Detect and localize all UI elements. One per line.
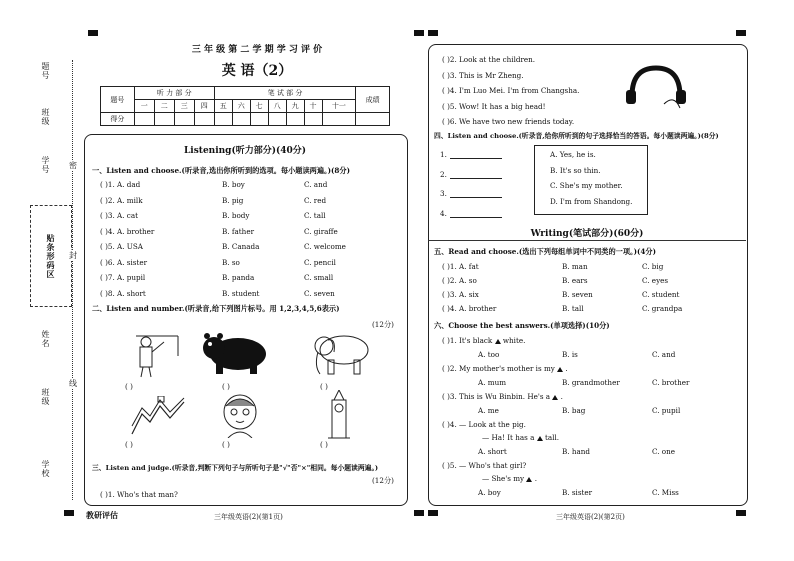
section-num: 四 xyxy=(194,100,214,113)
option[interactable]: C. eyes xyxy=(642,276,669,285)
question-item[interactable]: ( )1. It's black white. xyxy=(442,336,526,345)
seal-char: 密 xyxy=(69,161,77,170)
option[interactable]: C. red xyxy=(304,195,327,205)
answer-paren[interactable]: ( ) xyxy=(320,382,328,391)
subject-title: 英 语（2） xyxy=(221,63,293,79)
option[interactable]: A. me xyxy=(478,406,499,415)
score-cell[interactable] xyxy=(194,113,214,126)
score-cell[interactable] xyxy=(322,113,356,126)
question-number: 2. xyxy=(440,169,447,179)
section-num: 十 xyxy=(304,100,322,113)
section-num: 二 xyxy=(154,100,174,113)
option[interactable]: C. grandpa xyxy=(642,304,683,313)
bear-image xyxy=(200,330,270,376)
answer-option: D. I'm from Shandong. xyxy=(550,196,633,206)
writing-title: Writing(笔试部分)(60分) xyxy=(530,229,644,239)
listening-title: Listening(听力部分)(40分) xyxy=(183,146,307,156)
score-row-label: 题号 xyxy=(101,87,135,113)
option[interactable]: B. body xyxy=(222,211,250,220)
option[interactable]: A. boy xyxy=(478,488,501,497)
option[interactable]: B. hand xyxy=(562,447,590,456)
listening-header: 听 力 部 分 xyxy=(134,87,214,100)
girl-image xyxy=(218,392,262,438)
question-item[interactable]: ( )2. A. so xyxy=(442,276,477,285)
score-cell[interactable] xyxy=(154,113,174,126)
section-num: 三 xyxy=(174,100,194,113)
answer-paren[interactable]: ( ) xyxy=(320,440,328,449)
option[interactable]: A. too xyxy=(478,350,500,359)
question-item[interactable]: ( )5. A. USA xyxy=(100,242,143,251)
section-num: 十一 xyxy=(322,100,356,113)
option[interactable]: C. Miss xyxy=(652,488,679,497)
option[interactable]: C. welcome xyxy=(304,242,346,251)
writing-header: 笔 试 部 分 xyxy=(214,87,355,100)
score-cell[interactable] xyxy=(250,113,268,126)
section-num: 一 xyxy=(134,100,154,113)
footer-left: 教研评估 xyxy=(86,510,118,520)
section-num: 七 xyxy=(250,100,268,113)
corner-mark xyxy=(88,30,98,36)
option[interactable]: C. seven xyxy=(304,288,335,298)
question-item[interactable]: ( )1. Who's that man? xyxy=(100,490,178,499)
option[interactable]: C. and xyxy=(652,350,676,359)
question-item[interactable]: ( )3. This is Mr Zheng. xyxy=(442,70,524,80)
answer-paren[interactable]: ( ) xyxy=(125,382,133,391)
option[interactable]: B. grandmother xyxy=(562,378,620,387)
score-cell[interactable] xyxy=(286,113,304,126)
option[interactable]: B. father xyxy=(222,226,255,236)
barcode-label: 贴条形码区 xyxy=(46,234,56,279)
score-cell[interactable] xyxy=(268,113,286,126)
option[interactable]: B. student xyxy=(222,288,260,298)
question-item[interactable]: ( )3. This is Wu Binbin. He's a . xyxy=(442,392,563,401)
option[interactable]: C. and xyxy=(304,180,328,189)
margin-label: 班级 xyxy=(41,108,50,126)
corner-mark xyxy=(736,30,746,36)
section-score: (12分) xyxy=(372,320,394,329)
question-item[interactable]: ( )5. Wow! It has a big head! xyxy=(442,101,546,111)
question-item[interactable]: ( )4. A. brother xyxy=(442,304,497,313)
question-item[interactable]: ( )2. Look at the children. xyxy=(442,55,536,64)
margin-label: 班级 xyxy=(41,388,50,406)
answer-option: B. It's so thin. xyxy=(550,165,601,175)
score-cell[interactable] xyxy=(232,113,250,126)
margin-label: 学校 xyxy=(41,460,50,478)
corner-mark xyxy=(414,30,424,36)
answer-blank[interactable] xyxy=(450,178,502,179)
page-footer: 三年级英语(2)(第2页) xyxy=(556,513,625,521)
question-line: — Ha! It has a tall. xyxy=(482,433,560,442)
question-number: 1. xyxy=(440,150,447,159)
corner-mark xyxy=(414,510,424,516)
corner-mark xyxy=(428,30,438,36)
option[interactable]: C. one xyxy=(652,447,676,456)
total-header: 成绩 xyxy=(356,87,390,113)
section-title: 三、Listen and judge.(听录音,判断下列句子与所听句子是"√"否"×"相同。每小题读两遍。) xyxy=(92,464,379,472)
question-item[interactable]: ( )2. A. milk xyxy=(100,195,143,205)
section-num: 八 xyxy=(268,100,286,113)
seal-char: 线 xyxy=(69,379,77,388)
section-title: 六、Choose the best answers.(单项选择)(10分) xyxy=(434,321,610,330)
section-num: 六 xyxy=(232,100,250,113)
question-item[interactable]: ( )6. We have two new friends today. xyxy=(442,117,575,126)
corner-mark xyxy=(428,510,438,516)
question-line: — She's my . xyxy=(482,474,537,483)
score-label: 得分 xyxy=(101,113,135,126)
option[interactable]: C. tall xyxy=(304,211,326,220)
option[interactable]: C. big xyxy=(642,262,664,271)
seal-line xyxy=(72,60,73,500)
score-cell[interactable] xyxy=(174,113,194,126)
option[interactable]: B. ears xyxy=(562,276,588,285)
option[interactable]: B. is xyxy=(562,350,578,359)
option[interactable]: B. Canada xyxy=(222,242,260,251)
score-cell[interactable] xyxy=(356,113,390,126)
divider xyxy=(428,240,746,241)
teacher-image xyxy=(130,330,180,378)
question-item[interactable]: ( )6. A. sister xyxy=(100,257,148,267)
question-item[interactable]: ( )4. I'm Luo Mei. I'm from Changsha. xyxy=(442,86,580,95)
question-item[interactable]: ( )3. A. six xyxy=(442,290,479,299)
margin-label: 姓名 xyxy=(41,330,50,348)
great-wall-image xyxy=(130,396,186,438)
question-item[interactable]: ( )4. A. brother xyxy=(100,226,155,236)
question-item[interactable]: ( )3. A. cat xyxy=(100,211,138,220)
option[interactable]: C. giraffe xyxy=(304,226,338,236)
question-number: 4. xyxy=(440,208,447,218)
section-title: 五、Read and choose.(选出下列每组单词中不同类的一项。)(4分) xyxy=(434,247,657,256)
question-item[interactable]: ( )8. A. short xyxy=(100,288,146,298)
question-number: 3. xyxy=(440,189,447,198)
option[interactable]: C. pupil xyxy=(652,406,681,415)
option[interactable]: C. small xyxy=(304,273,334,282)
term-title: 三 年 级 第 二 学 期 学 习 评 价 xyxy=(191,45,323,55)
answer-option: C. She's my mother. xyxy=(550,181,623,190)
margin-label: 学号 xyxy=(41,156,50,174)
answer-paren[interactable]: ( ) xyxy=(222,440,230,449)
answer-blank[interactable] xyxy=(450,158,502,159)
margin-label: 题号 xyxy=(41,62,50,80)
option[interactable]: B. tall xyxy=(562,304,584,313)
corner-mark xyxy=(64,510,74,516)
option[interactable]: B. bag xyxy=(562,406,586,415)
option[interactable]: A. mum xyxy=(478,378,507,387)
section-title: 四、Listen and choose.(听录音,给你所听到的句子选择恰当的答语。每小题读两遍。)(8分) xyxy=(434,132,719,140)
score-table xyxy=(100,86,390,126)
option[interactable]: B. seven xyxy=(562,290,593,299)
option[interactable]: B. man xyxy=(562,262,588,271)
section-num: 五 xyxy=(214,100,232,113)
option[interactable]: C. pencil xyxy=(304,257,336,267)
question-item[interactable]: ( )5. — Who's that girl? xyxy=(442,461,527,470)
question-item[interactable]: ( )7. A. pupil xyxy=(100,273,146,282)
elephant-image xyxy=(310,330,374,378)
corner-mark xyxy=(736,510,746,516)
question-item[interactable]: ( )4. — Look at the pig. xyxy=(442,420,526,429)
answer-option: A. Yes, he is. xyxy=(550,150,596,159)
big-ben-image xyxy=(324,390,354,440)
option[interactable]: B. sister xyxy=(562,488,593,497)
option[interactable]: C. brother xyxy=(652,378,690,387)
question-item[interactable]: ( )1. A. fat xyxy=(442,262,479,271)
option[interactable]: B. pig xyxy=(222,195,244,205)
option[interactable]: B. so xyxy=(222,257,240,267)
answer-blank[interactable] xyxy=(450,197,502,198)
option[interactable]: C. student xyxy=(642,290,680,299)
headphones-image xyxy=(624,64,688,110)
answer-paren[interactable]: ( ) xyxy=(125,440,133,449)
listening-box xyxy=(84,134,408,506)
answer-blank[interactable] xyxy=(450,217,502,218)
question-item[interactable]: ( )1. A. dad xyxy=(100,180,141,189)
section-num: 九 xyxy=(286,100,304,113)
option[interactable]: B. panda xyxy=(222,273,255,282)
section-title: 一、Listen and choose.(听录音,选出你所听到的选项。每小题读两遍。)(8分) xyxy=(92,166,350,175)
option[interactable]: B. boy xyxy=(222,180,245,189)
section-score: (12分) xyxy=(372,476,394,485)
score-cell[interactable] xyxy=(214,113,232,126)
section-title: 二、Listen and number.(听录音,给下列图片标号。用 1,2,3,4,5,6表示) xyxy=(92,304,340,313)
page-footer: 三年级英语(2)(第1页) xyxy=(214,513,283,521)
answer-paren[interactable]: ( ) xyxy=(222,382,230,391)
barcode-area xyxy=(30,205,72,307)
score-cell[interactable] xyxy=(134,113,154,126)
page2-box xyxy=(428,44,748,506)
score-cell[interactable] xyxy=(304,113,322,126)
option[interactable]: A. short xyxy=(478,447,507,456)
question-item[interactable]: ( )2. My mother's mother is my . xyxy=(442,364,568,373)
seal-char: 封 xyxy=(69,251,77,260)
